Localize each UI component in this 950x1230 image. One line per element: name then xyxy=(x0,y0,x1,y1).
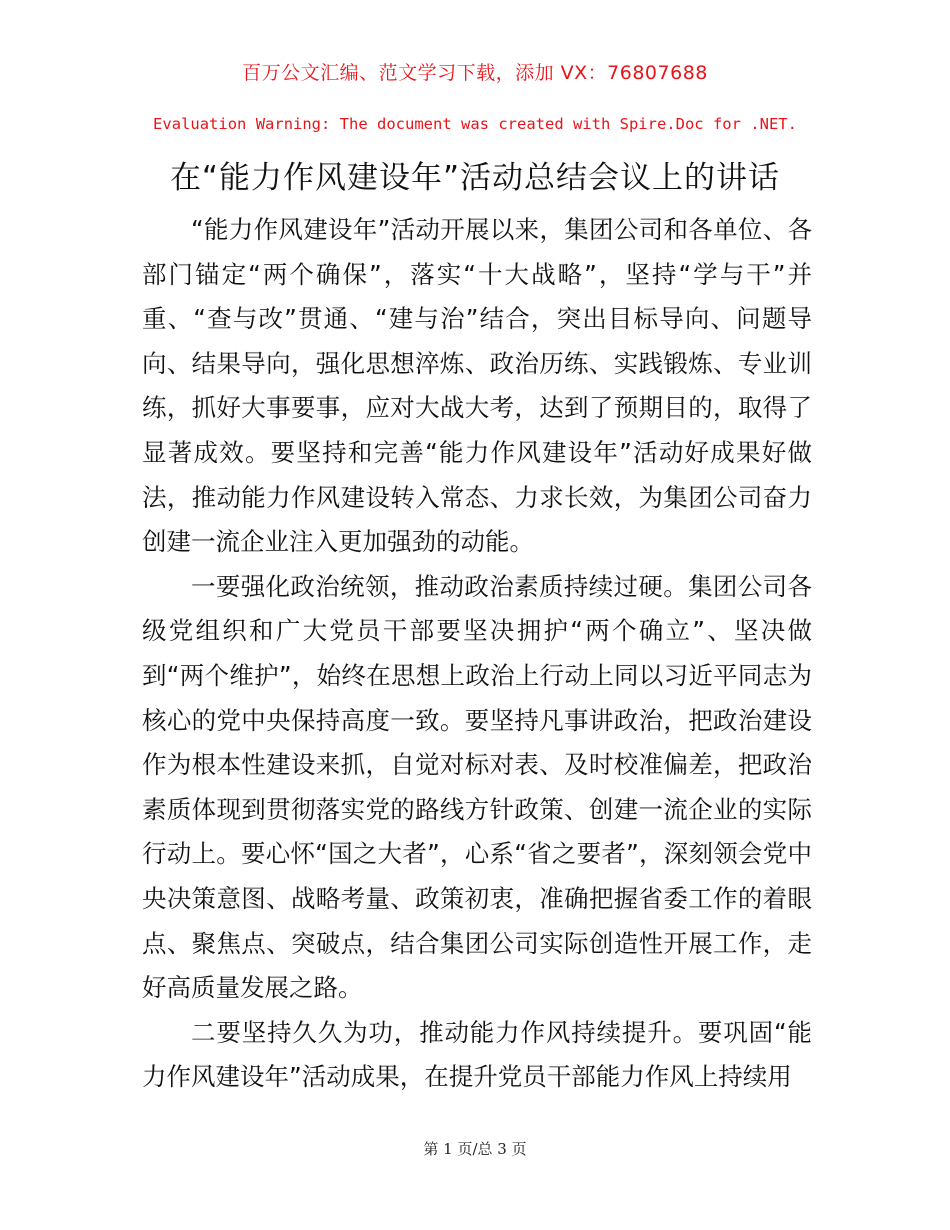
document-body xyxy=(142,208,812,1100)
paragraph-intro: “能力作风建设年”活动开展以来，集团公司和各单位、各部门锚定“两个确保”，落实“十大战略”，坚持“学与干”并重、“查与改”贯通、“建与治”结合，突出目标导向、问题导向、结果导向，强化思想淬炼、政治历练、实践锻炼、专业训练，抓好大事要事，应对大战大考，达到了预期目的，取得了显著成效。要坚持和完善“能力作风建设年”活动好成果好做法，推动能力作风建设转入常态、力求长效，为集团公司奋力创建一流企业注入更加强劲的动能。 xyxy=(142,215,812,557)
evaluation-warning: Evaluation Warning: The document was created with Spire.Doc for .NET. xyxy=(153,115,797,133)
document-title: 在“能力作风建设年”活动总结会议上的讲话 xyxy=(169,160,781,196)
paragraph-political-leadership: 一要强化政治统领，推动政治素质持续过硬。集团公司各级党组织和广大党员干部要坚决拥护“两个确立”、坚决做到“两个维护”，始终在思想上政治上行动上同以习近平同志为核心的党中央保持高度一致。要坚持凡事讲政治，把政治建设作为根本性建设来抓，自觉对标对表、及时校准偏差，把政治素质体现到贯彻落实党的路线方针政策、创建一流企业的实际行动上。要心怀“国之大者”，心系“省之要者”，深刻领会党中央决策意图、战略考量、政策初衷，准确把握省委工作的着眼点、聚焦点、突破点，结合集团公司实际创造性开展工作，走好高质量发展之路。 xyxy=(142,571,812,1003)
paragraph-capability-style: 二要坚持久久为功，推动能力作风持续提升。要巩固“能力作风建设年”活动成果，在提升党员干部能力作风上持续用 xyxy=(142,1017,812,1092)
page-number-footer: 第 1 页/总 3 页 xyxy=(423,1140,527,1158)
header-banner: 百万公文汇编、范文学习下载，添加 VX：76807688 xyxy=(242,62,708,84)
